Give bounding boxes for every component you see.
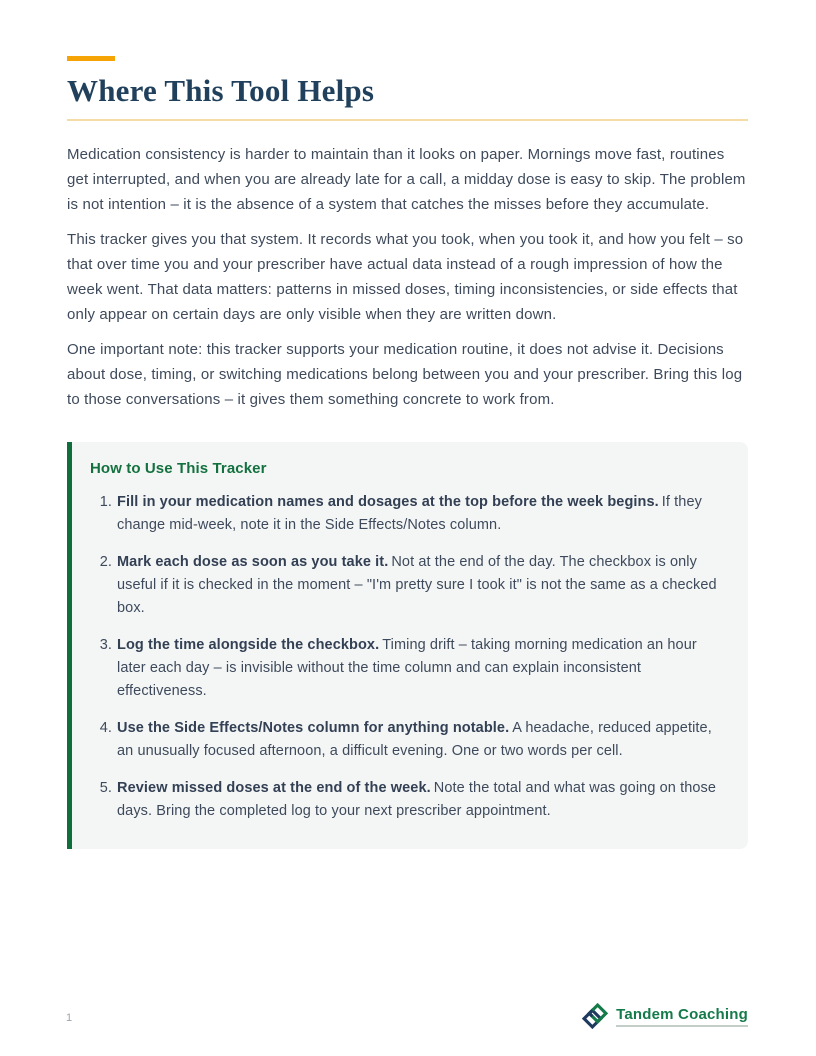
- page-number: 1: [66, 1012, 73, 1024]
- list-item-number: 2.: [99, 554, 112, 571]
- brand-name: Tandem Coaching: [616, 1006, 748, 1027]
- paragraph: Medication consistency is harder to maintain than it looks on paper. Mornings move fast, routines get interrupted, and when you are already late for a call, a midday dose is easy to skip. The problem is not intention – it is the absence of a system that catches the misses before they accumulate.: [67, 146, 746, 214]
- list-item-rest: Not at the end of the day. The checkbox is only useful if it is checked in the moment – "I'm pretty sure I took it" is not the same as a checked box.: [117, 554, 717, 617]
- list-item-rest: A headache, reduced appetite, an unusually focused afternoon, a difficult evening. One or two words per cell.: [117, 720, 712, 760]
- paragraph: This tracker gives you that system. It records what you took, when you took it, and how you felt – so that over time you and your prescriber have actual data instead of a rough impression of how the week went. That data matters: patterns in missed doses, timing inconsistencies, or side effects that only appear on certain days are only visible when they are written down.: [67, 231, 744, 324]
- how-to-use-callout: [67, 442, 748, 849]
- list-item: [90, 634, 724, 703]
- tandem-diamond-icon: [581, 1002, 609, 1030]
- list-item-text: [117, 777, 724, 823]
- list-item-text: [117, 717, 724, 763]
- list-item-lead: Use the Side Effects/Notes column for anything notable.: [117, 720, 510, 737]
- intro-paragraphs: [67, 142, 748, 412]
- paragraph: One important note: this tracker supports your medication routine, it does not advise it. Decisions about dose, timing, or switching medications belong between you and your prescriber. Bring this log to those conversations – it gives them something concrete to work from.: [67, 341, 743, 409]
- list-item-text: [117, 551, 724, 620]
- list-item-rest: If they change mid-week, note it in the Side Effects/Notes column.: [117, 494, 702, 534]
- list-item-number: 5.: [99, 780, 112, 797]
- title-divider: [67, 119, 748, 121]
- list-item-lead: Log the time alongside the checkbox.: [117, 637, 380, 654]
- list-item: [90, 491, 724, 537]
- list-item-text: [117, 634, 724, 703]
- list-item: [90, 777, 724, 823]
- list-item-rest: Timing drift – taking morning medication an hour later each day – is invisible without the time column and can explain inconsistent effectiveness.: [117, 637, 697, 700]
- list-item-text: [117, 491, 724, 537]
- list-item-number: 4.: [99, 720, 112, 737]
- list-item-lead: Review missed doses at the end of the week.: [117, 780, 431, 797]
- list-item: [90, 717, 724, 763]
- list-item: [90, 551, 724, 620]
- list-item-lead: Mark each dose as soon as you take it.: [117, 554, 389, 571]
- list-item-number: 3.: [99, 637, 112, 654]
- list-item-lead: Fill in your medication names and dosages at the top before the week begins.: [117, 494, 659, 511]
- how-to-use-list: [90, 491, 724, 823]
- callout-heading: How to Use This Tracker: [90, 460, 267, 478]
- list-item-number: 1.: [99, 494, 112, 511]
- brand-logo: [581, 1002, 748, 1030]
- page-title: Where This Tool Helps: [67, 73, 375, 108]
- list-item-rest: Note the total and what was going on those days. Bring the completed log to your next prescriber appointment.: [117, 780, 717, 820]
- accent-bar: [67, 56, 115, 61]
